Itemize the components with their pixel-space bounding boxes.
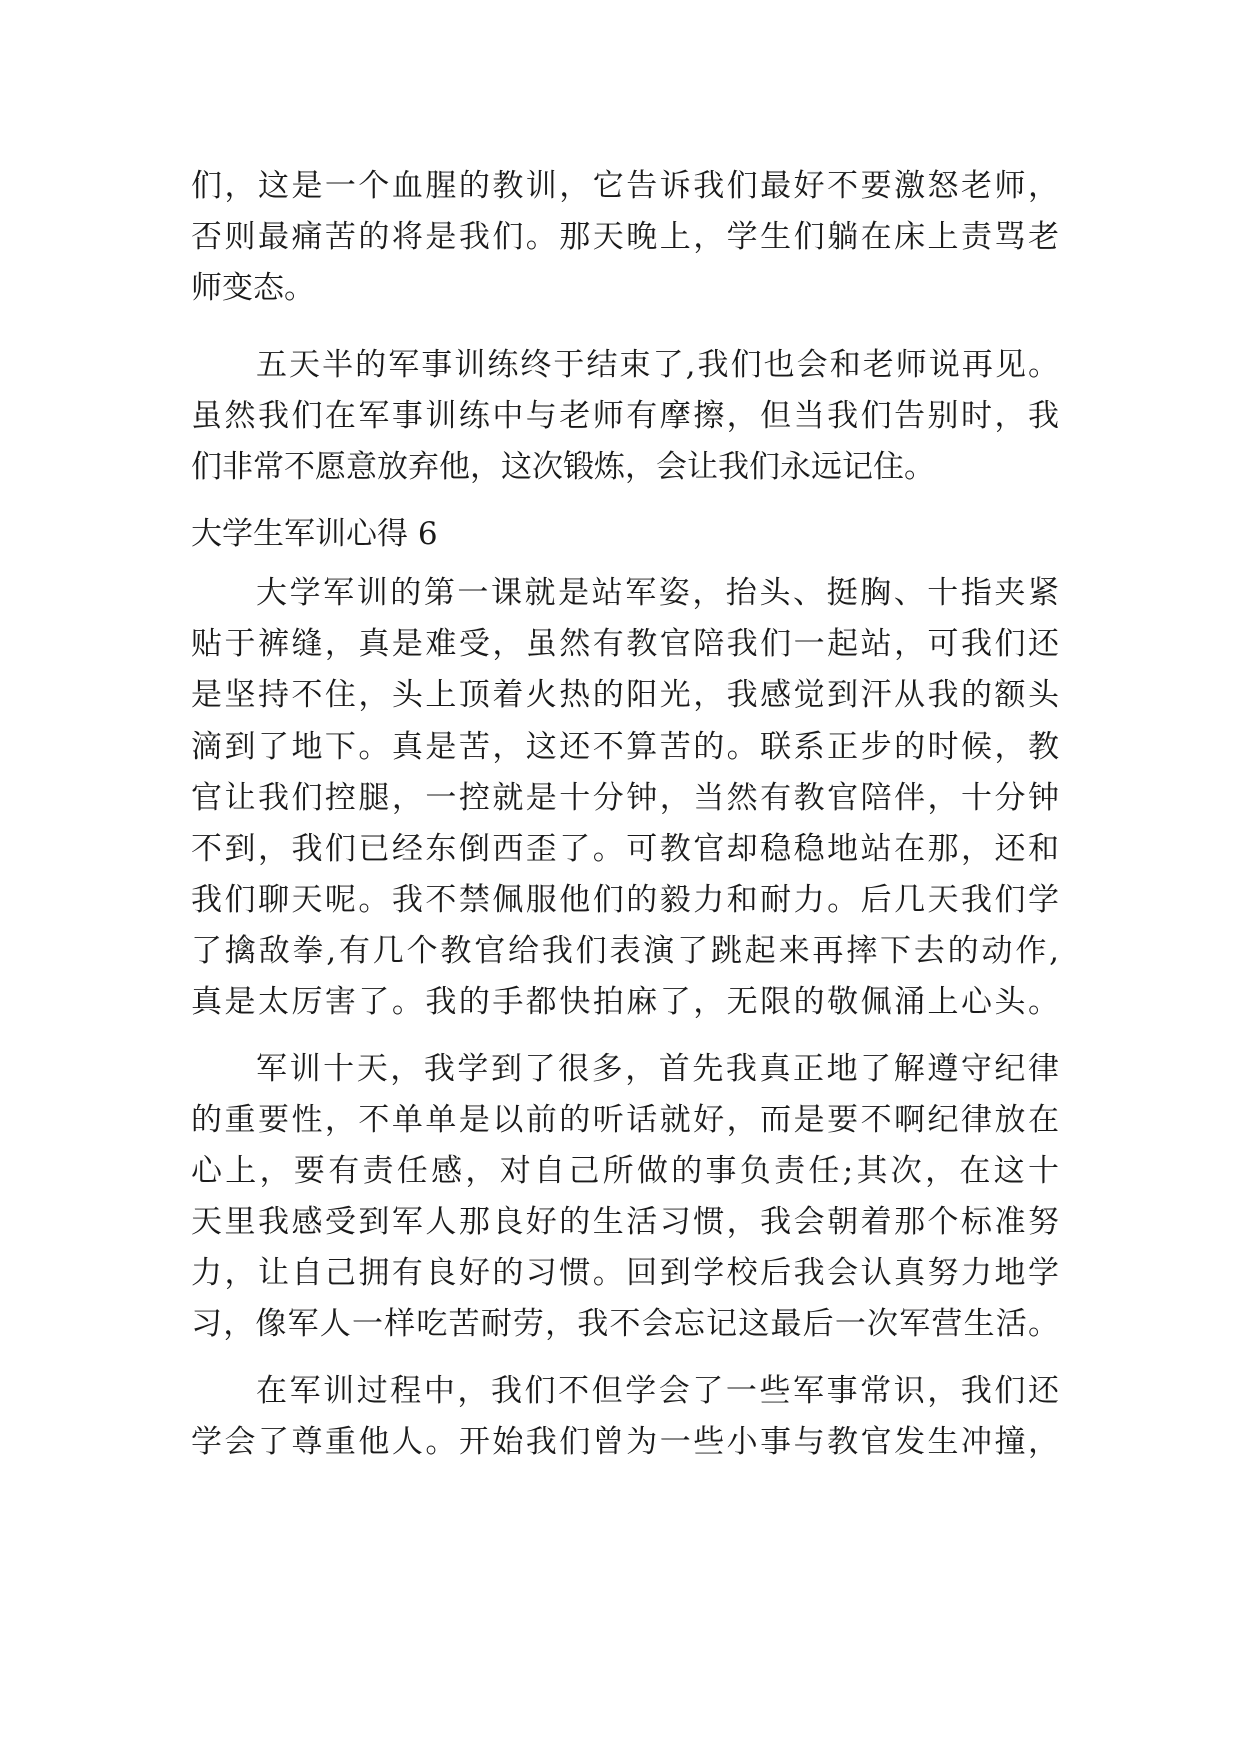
text-line: 力，让自己拥有良好的习惯。回到学校后我会认真努力地学 xyxy=(191,1255,1059,1291)
text-line: 学会了尊重他人。开始我们曾为一些小事与教官发生冲撞， xyxy=(191,1424,1059,1460)
text-line: 师变态。 xyxy=(191,270,315,306)
paragraph-first-line: 大学军训的第一课就是站军姿，抬头、挺胸、十指夹紧 xyxy=(256,575,1059,611)
text-line: 贴于裤缝，真是难受，虽然有教官陪我们一起站，可我们还 xyxy=(191,626,1059,662)
section-heading: 大学生军训心得 6 xyxy=(191,516,438,552)
text-line: 们，这是一个血腥的教训，它告诉我们最好不要激怒老师， xyxy=(191,168,1059,204)
text-line: 们非常不愿意放弃他，这次锻炼，会让我们永远记住。 xyxy=(191,449,935,485)
text-line: 了擒敌拳,有几个教官给我们表演了跳起来再摔下去的动作, xyxy=(191,933,1059,969)
paragraph-first-line: 五天半的军事训练终于结束了,我们也会和老师说再见。 xyxy=(256,347,1059,383)
text-line: 的重要性，不单单是以前的听话就好，而是要不啊纪律放在 xyxy=(191,1102,1059,1138)
text-line: 虽然我们在军事训练中与老师有摩擦，但当我们告别时，我 xyxy=(191,398,1059,434)
text-line: 否则最痛苦的将是我们。那天晚上，学生们躺在床上责骂老 xyxy=(191,219,1059,255)
text-line: 不到，我们已经东倒西歪了。可教官却稳稳地站在那，还和 xyxy=(191,831,1059,867)
paragraph-first-line: 军训十天，我学到了很多，首先我真正地了解遵守纪律 xyxy=(256,1051,1059,1087)
text-line: 滴到了地下。真是苦，这还不算苦的。联系正步的时候，教 xyxy=(191,729,1059,765)
text-line: 习，像军人一样吃苦耐劳，我不会忘记这最后一次军营生活。 xyxy=(191,1306,1059,1342)
text-line: 我们聊天呢。我不禁佩服他们的毅力和耐力。后几天我们学 xyxy=(191,882,1059,918)
paragraph-first-line: 在军训过程中，我们不但学会了一些军事常识，我们还 xyxy=(256,1373,1059,1409)
text-line: 心上，要有责任感，对自己所做的事负责任;其次，在这十 xyxy=(191,1153,1059,1189)
text-line: 天里我感受到军人那良好的生活习惯，我会朝着那个标准努 xyxy=(191,1204,1059,1240)
text-line: 真是太厉害了。我的手都快拍麻了，无限的敬佩涌上心头。 xyxy=(191,984,1059,1020)
text-line: 是坚持不住，头上顶着火热的阳光，我感觉到汗从我的额头 xyxy=(191,677,1059,713)
text-line: 官让我们控腿，一控就是十分钟，当然有教官陪伴，十分钟 xyxy=(191,780,1059,816)
